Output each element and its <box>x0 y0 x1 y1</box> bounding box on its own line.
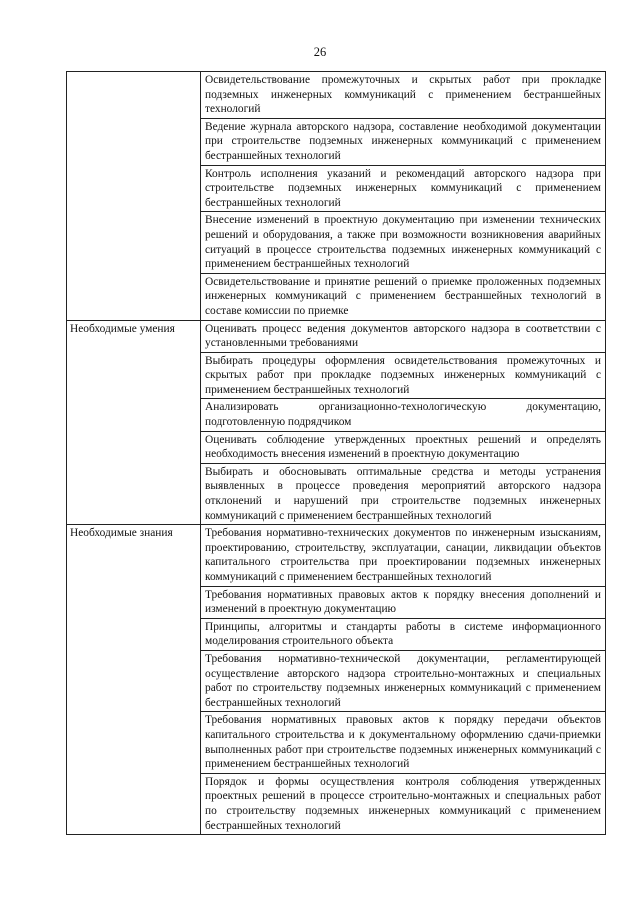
row-text-cell <box>201 165 606 212</box>
page-number: 26 <box>313 45 327 59</box>
cell-text: Внесение изменений в проектную документацию при изменении технических решений и оборудования, а также при возможности возникновения аварийных ситуаций в процессе строительства подземных инженерных коммуникаций с применением бестраншейных технологий <box>205 214 601 271</box>
cell-text: Требования нормативно-технических документов по инженерным изысканиям, проектированию, строительству, эксплуатации, санации, ликвидации объектов капитального строительства при проектировании подземных инженерных коммуникаций с применением бестраншейных технологий <box>205 527 601 583</box>
row-text-cell <box>201 773 606 834</box>
row-text-cell <box>201 618 606 650</box>
row-text-cell <box>201 72 606 119</box>
row-label: Необходимые умения <box>70 322 175 335</box>
row-text-cell <box>201 525 606 586</box>
row-text-cell <box>201 431 606 463</box>
row-text-cell <box>201 273 606 320</box>
row-text-cell <box>201 586 606 618</box>
cell-text: Требования нормативных правовых актов к порядку передачи объектов капитального строительства и к документальному оформлению сдачи-приемки выполненных работ при строительстве подземных инженерных коммуникаций с применением бестраншейных технологий <box>205 714 601 771</box>
table-row <box>67 525 606 586</box>
cell-text: Требования нормативно-технической документации, регламентирующей осуществление авторского надзора строительно-монтажных и специальных работ по строительству подземных инженерных коммуникаций с применением бестраншейных технологий <box>205 652 601 709</box>
cell-text: Освидетельствование и принятие решений о приемке проложенных подземных инженерных коммуникаций с применением бестраншейных технологий в составе комиссии по приемке <box>205 275 601 317</box>
cell-text: Ведение журнала авторского надзора, составление необходимой документации при строительстве подземных инженерных коммуникаций с применением бестраншейных технологий <box>205 120 601 162</box>
row-text-cell <box>201 463 606 524</box>
row-text-cell <box>201 118 606 165</box>
row-label-cell <box>67 72 201 321</box>
row-text-cell <box>201 712 606 773</box>
row-text-cell <box>201 212 606 273</box>
table-row <box>67 72 606 119</box>
table-row <box>67 320 606 352</box>
cell-text: Оценивать процесс ведения документов авторского надзора в соответствии с установленными требованиями <box>205 322 601 350</box>
cell-text: Анализировать организационно-технологическую документацию, подготовленную подрядчиком <box>205 401 601 429</box>
row-label-cell <box>67 320 201 525</box>
cell-text: Требования нормативных правовых актов к порядку внесения дополнений и изменений в проектную документацию <box>205 588 601 616</box>
cell-text: Порядок и формы осуществления контроля соблюдения утвержденных проектных решений в процессе строительно-монтажных и специальных работ по строительству подземных инженерных коммуникаций с применением бестраншейных технологий <box>205 775 601 832</box>
row-label: Необходимые знания <box>70 527 173 540</box>
cell-text: Контроль исполнения указаний и рекомендаций авторского надзора при строительстве подземных инженерных коммуникаций с применением бестраншейных технологий <box>205 167 601 209</box>
row-text-cell <box>201 650 606 711</box>
cell-text: Оценивать соблюдение утвержденных проектных решений и определять необходимость внесения изменений в проектную документацию <box>205 433 601 461</box>
cell-text: Выбирать и обосновывать оптимальные средства и методы устранения выявленных в процессе проведения мероприятий авторского надзора отклонений и нарушений при строительстве подземных инженерных коммуникаций с применением бестраншейных технологий <box>205 465 601 522</box>
row-text-cell <box>201 399 606 431</box>
row-text-cell <box>201 352 606 399</box>
row-label-cell <box>67 525 201 835</box>
row-text-cell <box>201 320 606 352</box>
cell-text: Освидетельствование промежуточных и скрытых работ при прокладке подземных инженерных коммуникаций с применением бестраншейных технологий <box>205 74 601 116</box>
cell-text: Принципы, алгоритмы и стандарты работы в системе информационного моделирования строительного объекта <box>205 620 601 648</box>
cell-text: Выбирать процедуры оформления освидетельствования промежуточных и скрытых работ при прокладке подземных инженерных коммуникаций с применением бестраншейных технологий <box>205 354 601 396</box>
requirements-table <box>66 71 606 835</box>
